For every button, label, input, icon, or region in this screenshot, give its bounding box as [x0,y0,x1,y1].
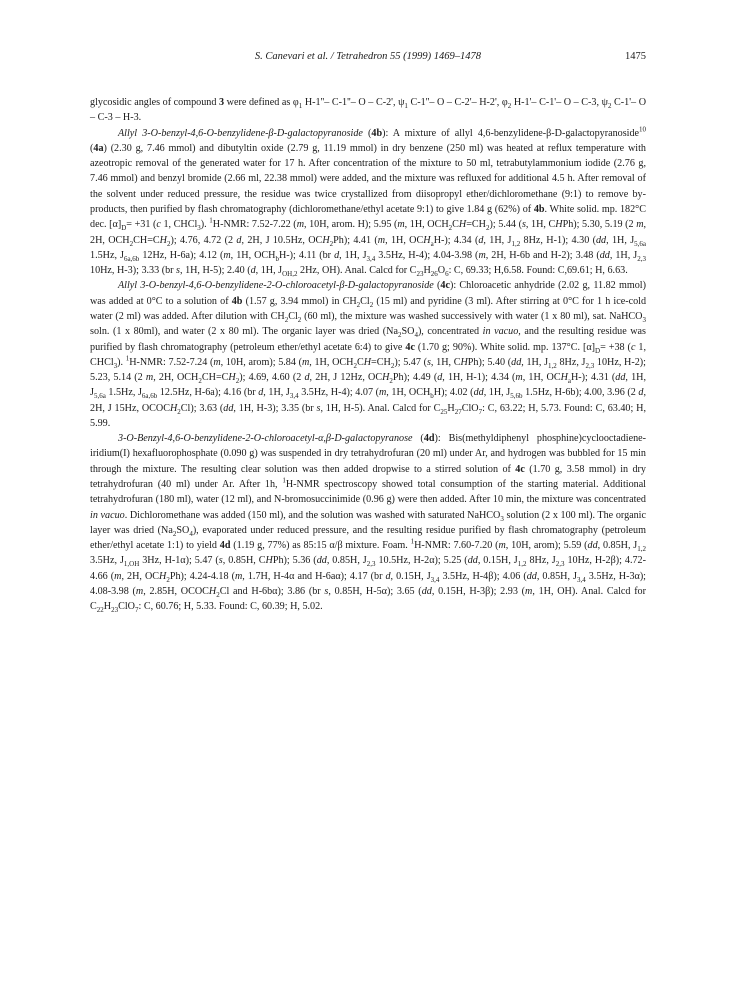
text-run: 2 [129,239,134,248]
text-run: 4d [423,433,435,445]
text-run: , 2H, OCH [90,219,647,246]
text-run: m [301,356,310,368]
text-run: were defined as φ [224,97,299,108]
text-run: a [567,377,571,386]
text-run: , 2H, H-6b and H-2); 3.48 ( [485,249,600,261]
text-run: , 1H, OC [522,372,561,384]
text-run: , 1H, OCH [386,387,431,399]
text-run: 1.5Hz, H-6b); 4.00, 3.96 (2 [522,387,639,399]
text-run: ), concentrated [417,326,483,338]
text-run: -galactopyranoside [284,127,363,139]
text-run: ( [433,280,441,292]
text-run: D [554,127,562,139]
text-run: 8Hz, J [526,555,556,567]
text-run: H [103,601,112,613]
text-run: 1,2 [511,239,521,248]
text-run: d [334,249,340,261]
text-run: 2 [353,361,357,370]
text-run: s [176,265,180,277]
text-run: b [430,392,434,401]
text-run: , 1H, OH). Anal. Calcd for C [90,586,646,613]
text-run: d [437,372,443,384]
text-run: H-NMR: 7.52-7.24 ( [129,356,214,368]
text-run: , 2.85H, OCOC [143,586,209,597]
text-run: Ph); 5.36 ( [272,555,317,567]
text-run: , 1H, OCH [230,249,276,261]
text-run: m [378,387,387,399]
text-run: 3 [642,315,646,324]
text-run: m [525,586,533,597]
text-run: , 1H, J [483,387,511,399]
text-run: (1.70 g, 3.58 mmol) in dry tetrahydrofuran (40 ml) under Ar. After 1h, [90,463,646,491]
text-run: , 1H, H-5); 2.40 ( [180,265,251,277]
text-run: H-); 4.31 ( [571,372,616,384]
text-run: = +38 ( [600,341,631,353]
text-run: m [636,219,644,231]
text-run: . Dichloromethane was added (150 ml), and the solution was washed with saturated NaHCO [124,509,501,521]
text-run: 2,3 [637,254,646,263]
text-run: Ph); 5.30, 5.19 (2 [562,219,637,231]
text-run: m [377,234,386,246]
text-run: 23 [111,606,119,615]
text-run: 2 [329,239,334,248]
text-run: D [121,224,127,233]
text-run: 3 [197,224,201,233]
text-run: 2 [297,315,302,324]
page-number: 1475 [625,51,646,62]
text-run: , 2H, J 15Hz, OCOC [90,387,647,414]
text-run: m [213,356,221,368]
text-run: d [304,372,310,384]
text-run: , 10H, arom); 5.84 ( [220,356,302,368]
text-run: d [258,387,264,399]
text-run: ). [117,356,126,368]
text-run: 3-O-Benzyl-4,6-O-benzylidene-2-O-chloroacetyl-α,β- [118,433,335,445]
text-run: , 1H, J [90,372,647,399]
text-run: -galactopyranoside [355,280,434,292]
text-run: 2 [486,224,490,233]
text-run: 7 [134,606,139,615]
text-run: dd [473,387,484,399]
text-run: 5,6a [93,392,106,401]
text-run: ): Chloroacetic anhydride (2.02 g, 11.82 mmol) was added at 0°C to a solution of [90,280,646,307]
text-run: 3,4 [366,254,376,263]
text-run: 8Hz, J [556,356,586,368]
text-run: H [458,219,467,231]
text-run: , 0.15H, J [390,570,431,582]
text-run: , 1.7H, H-4α and H-6aα); 4.17 (br [242,570,386,582]
text-run: 2 [369,300,374,309]
text-run: ( [362,127,372,139]
text-run: H [159,234,167,246]
text-run: 4 [189,529,193,538]
text-run: O [437,265,446,277]
text-run: , 2H, OC [121,570,160,582]
text-run: m [145,372,154,384]
text-run: ( [412,433,424,445]
text-run: 2 [216,591,220,600]
text-run: m [234,570,243,582]
text-run: 2 [356,300,361,309]
text-run: H-NMR: 7.60-7.20 ( [414,540,499,552]
text-run: C-1''– O – C-2'– H-2', φ [407,97,508,108]
text-run: ). [200,219,210,231]
text-run: 10Hz, H-3); 3.33 (br [90,265,177,277]
text-run: m [135,586,144,597]
text-run: , 0.85H, C [222,555,266,567]
text-run: 2 [166,575,170,584]
text-run: 10Hz, H-2); 5.23, 5.14 (2 [90,356,646,384]
text-run: : C, 69.33; H,6.58. Found: C,69.61; H, 6.63. [448,265,628,277]
text-run: CH=C [133,234,160,246]
text-run: , 0.15H, H-3β); 2.93 ( [431,586,525,597]
text-run: 1 [404,102,408,111]
text-run: , 2H, J 12Hz, OC [309,372,383,384]
text-run: 23 [416,270,424,279]
text-run: in vacuo [482,326,519,338]
text-run: ClO [118,601,135,613]
text-run: , 1H, OCH [404,219,449,231]
text-run: , 0.85H, J [597,540,638,552]
paragraph-compound-4d [90,431,646,614]
text-run: ): A mixture of allyl 4,6-benzylidene-β- [382,127,555,139]
text-run: (1.19 g, 77%) as 85:15 α/β mixture. Foam. [230,540,411,552]
text-run: 3.5Hz, H-4); 4.07 ( [298,387,379,399]
text-run: ClO [461,402,479,414]
text-run: (60 ml), the mixture was washed successively with water (1 x 80 ml), sat. NaHCO [301,310,643,322]
text-run: 1,2 [517,560,527,569]
text-run: 27 [454,407,462,416]
text-run: Cl [360,295,370,307]
text-run: H-1'– C-1'– O – C-3, ψ [511,97,608,108]
text-run: H [423,265,431,277]
text-run: , 10H, arom. H); 5.95 ( [304,219,398,231]
text-run: : C, 60.76; H, 5.33. Found: C, 60.39; H, 5.02. [138,601,323,613]
text-run: H); 4.02 ( [433,387,474,399]
text-run: 3.5Hz, H-3α); 4.08-3.98 ( [90,570,646,597]
text-run: 1 [282,476,286,485]
text-run: SO [176,524,190,536]
text-run: 4c [440,280,450,292]
text-run: , 1H, J [609,249,638,261]
paragraph-compound-4c [90,278,646,431]
text-run: 2Hz, OH). Anal. Calcd for C [297,265,417,277]
text-run: ); 5.44 ( [489,219,522,231]
text-run: H [363,356,372,368]
text-run: 2,3 [555,560,565,569]
text-run: 3 [113,361,118,370]
text-run: 4c [515,463,525,475]
text-run: H-NMR spectroscopy showed total consumption of the starting material. Additional tetrahydrofuran (180 ml), water (12 ml), and N-bromosuccinimide (0.96 g) were then added. After 10 min, the mixture was concentrated [90,479,646,506]
text-run: 6a,6b [141,392,158,401]
text-run: H [560,372,568,384]
text-run: s [316,402,321,414]
text-run: , 1H, J [255,265,283,277]
text-run: 2 [166,239,171,248]
text-run: b [275,254,279,263]
text-run: Cl [288,310,298,322]
text-run: 2,3 [585,361,595,370]
text-run: solution (2 x 100 ml). The organic layer was dried (Na [90,509,646,536]
text-run: ): Bis(methyldiphenyl phosphine)cyclooctadiene-iridium(I) hexafluorophosphate (0.090 g) was suspended in dry tetrahydrofuran (20 ml) under Ar, and hydrogen was bubbled for 15 min through the mixture. The resulting clear solution was then added dropwise to a stirred solution of [90,433,647,475]
text-run: 2 [284,315,289,324]
text-run: ); 4.69, 4.60 (2 [239,372,305,384]
text-run: H [555,219,563,231]
text-run: m [397,219,405,231]
text-run: 2 [235,377,240,386]
text-run: H [169,402,178,414]
text-run: 2 [198,377,202,386]
text-run: H [460,356,468,368]
text-run: m [114,570,122,582]
text-run: c [156,219,161,231]
text-run: 3,4 [289,392,299,401]
text-run: Cl); 3.63 ( [180,402,224,414]
text-run: d [385,570,391,582]
text-run: 2 [172,529,177,538]
text-run: ( [90,142,94,154]
text-run: Ph); 4.24-4.18 ( [169,570,235,582]
text-run: H-); 4.34 ( [433,234,479,246]
text-run: , 2H, J 10.5Hz, OC [241,234,323,246]
text-run: 3 [500,514,504,523]
text-run: glycosidic angles of compound [90,97,220,108]
text-run: = +31 ( [126,219,157,231]
text-run: C-1'– O – C-3 – H-3. [90,97,647,124]
text-run: m [223,249,231,261]
text-run: 1,2 [548,361,557,370]
text-run: a [430,239,434,248]
text-run: m [515,372,523,384]
text-run: 10.5Hz, H-2α); 5.25 ( [375,555,468,567]
text-run: s [324,586,329,597]
text-run: 4d [219,540,231,552]
text-run: , 1H, J [606,234,635,246]
paragraph-compound-4b [90,126,646,279]
text-run: ); 4.76, 4.72 (2 [170,234,237,246]
text-run: , 1H, J [263,387,290,399]
text-run: dd [223,402,234,414]
text-run: Cl and H-6bα); 3.86 (br [219,586,325,597]
text-run: dd [511,356,522,368]
text-run: 2 [448,224,453,233]
text-run: 1 [125,354,130,363]
page-header [90,51,646,65]
text-run: c [630,341,636,353]
text-run: 3Hz, H-1α); 5.47 ( [139,555,219,567]
text-run: dd [467,555,478,567]
text-run: 10 [639,125,647,134]
text-run: dd [599,249,610,261]
text-run: D [347,280,356,292]
text-run: 26 [430,270,438,279]
text-run: H [382,372,390,384]
text-run: in vacuo [90,509,125,521]
text-run: 6 [445,270,449,279]
text-run: H [265,555,273,567]
text-run: d [478,234,484,246]
text-run: (1.57 g, 3.94 mmol) in CH [242,295,357,307]
text-run: D [334,433,342,445]
text-run: H-NMR: 7.52-7.22 ( [212,219,297,231]
text-run: s [426,356,431,368]
text-run: 4b [231,295,243,307]
text-run: =CH [371,356,391,368]
text-run: H [447,402,455,414]
text-run: 6a,6b [123,254,140,263]
text-run: , and the resulting residue was purified by flash chromatography (petroleum ether/ethyl acetate 6:4) to give [90,326,646,353]
text-run: 3 [219,97,225,108]
text-run: d [236,234,242,246]
text-run: soln. (1 x 80ml), and water (2 x 80 ml). The organic layer was dried (Na [90,326,398,338]
text-run: 2 [507,102,512,111]
text-run: , 1H, C [525,219,556,231]
text-run: Ph); 4.41 ( [333,234,378,246]
text-run: , 1H, OC [385,234,424,246]
text-run: SO [401,326,415,338]
text-run: H [159,570,167,582]
text-run: dd [615,372,626,384]
text-run: 3.5Hz, H-4β); 4.06 ( [439,570,527,582]
text-run: 1.5Hz, J [90,249,124,261]
text-run: m [498,540,506,552]
text-run: 3,4 [576,575,586,584]
text-run: ), evaporated under reduced pressure, and the resulting residue purified by flash chromatography (petroleum ether/ethyl acetate 1:1) to yield [90,524,646,552]
text-run: Allyl 3-O-benzyl-4,6-O-benzylidene-2-O-chloroacetyl-β- [118,280,348,292]
text-run: dd [595,234,607,246]
text-run: d [250,265,256,277]
text-run: : C, 63.22; H, 5.73. Found: C, 63.40; H, 5.99. [90,402,646,429]
text-run: Ph); 4.49 ( [392,372,438,384]
text-run: dd [421,586,432,597]
text-run: 4c [405,341,415,353]
text-run: 2 [397,331,402,340]
text-run: D [595,346,601,355]
text-run: 12.5Hz, H-6a); 4.16 (br [157,387,259,399]
text-run: , 1H, H-3); 3.35 (br [233,402,317,414]
text-run: , 10H, arom); 5.59 ( [505,540,588,552]
text-run: (1.70 g; 90%). White solid. mp. 137°C. [α] [414,341,595,353]
text-run: 1,OH [123,560,140,569]
text-run: . White solid. mp. 182°C dec. [α] [90,203,646,231]
text-run: 3.5Hz, J [90,555,124,567]
text-run: 3.5Hz, H-4); 4.04-3.98 ( [375,249,479,261]
text-run: OH,2 [282,270,298,279]
text-run: , 1H, H-5). Anal. Calcd for C [320,402,441,414]
text-run: C [452,219,459,231]
text-run: CH=C [201,372,229,384]
text-run: H [322,234,330,246]
text-run: -galactopyranose [341,433,413,445]
text-run: 2 [607,102,612,111]
article-body [90,95,646,615]
text-run: -galactopyranoside [561,127,640,139]
text-run: D [276,127,285,139]
text-run: 22 [96,606,104,615]
text-run: H [208,586,217,597]
text-run: 4a [93,142,104,154]
text-run: 1, CHCl [160,219,198,231]
text-run: d [638,387,644,399]
text-run: 25 [440,407,448,416]
text-run: , 1H, H-1); 4.34 ( [442,372,516,384]
text-run: 5,6b [510,392,523,401]
text-run: , 1H, J [483,234,512,246]
text-run: 4b [371,127,383,139]
text-run: 1,2 [637,545,646,554]
text-run: , 0.85H, J [536,570,577,582]
text-run: H-1''– C-1''– O – C-2', ψ [302,97,405,108]
text-run: (15 ml) and pyridine (3 ml). After stirring at 0°C for 1 h ice-cold water (2 ml) was added. After dilution with CH [90,295,647,322]
text-run: =CH [466,219,486,231]
text-run: Allyl 3-O-benzyl-4,6-O-benzylidene-β- [118,127,277,139]
text-run: s [521,219,526,231]
text-run: , 2H, OCH [153,372,199,384]
text-run: , 1H, OCH [309,356,354,368]
text-run: C [356,356,364,368]
text-run: 3,4 [430,575,440,584]
text-run: H-); 4.11 (br [279,249,335,261]
text-run: , 0.85H, J [326,555,367,567]
text-run: 1, CHCl [90,341,647,368]
text-run: 12Hz, H-6a); 4.12 ( [139,249,224,261]
text-run: , 1H, J [339,249,367,261]
text-run: 2 [389,377,393,386]
text-run: dd [587,540,598,552]
text-run: 1 [410,537,415,546]
text-run: 4b [533,203,545,215]
text-run: dd [316,555,327,567]
text-run: , 1H, J [521,356,549,368]
intro-paragraph [90,95,646,126]
text-run: 10Hz, H-2β); 4.72-4.66 ( [90,555,646,582]
text-run: 2 [177,407,181,416]
text-run: 1.5Hz, J [105,387,142,399]
text-run: 2 [390,361,395,370]
text-run: 1 [209,216,213,225]
text-run: s [218,555,223,567]
text-run: 4 [414,331,418,340]
text-run: 8Hz, H-1); 4.30 ( [520,234,596,246]
text-run: ); 5.47 ( [394,356,427,368]
text-run: Ph); 5.40 ( [467,356,512,368]
text-run: 7 [478,407,483,416]
text-run: , 0.15H, J [477,555,518,567]
text-run: 2,3 [366,560,376,569]
text-run: dd [526,570,537,582]
text-run: H [423,234,431,246]
text-run: m [478,249,486,261]
running-title: S. Canevari et al. / Tetrahedron 55 (1999) 1469–1478 [254,51,482,62]
text-run: ) (2.30 g, 7.46 mmol) and dibutyltin oxide (2.79 g, 11.19 mmol) in dry benzene (250 ml) was heated at reflux temperature with azeotropic removal of the generated water for 17 h. After concentration of the mixture to 50 ml, tetrabutylammonium iodide (2.76 g, 7.46 mmol) and benzyl bromide (2.66 ml, 22.38 mmol) were added, and the mixture was refluxed for additional 4.5 h. After removal of the solvent under reduced pressure, the residue was twice crystallized from diisopropyl ether/dichloromethane (9:1) to remove by-products, then purified by flash chromatography (dichloromethane/ethyl acetate 9:1) to give 1.84 g (62%) of [90,142,646,215]
text-run: , 0.85H, H-5α); 3.65 ( [328,586,422,597]
text-run: , 1H, C [430,356,461,368]
text-run: H [228,372,236,384]
text-run: 1 [298,102,303,111]
text-run: m [296,219,304,231]
text-run: 5,6a [634,239,647,248]
